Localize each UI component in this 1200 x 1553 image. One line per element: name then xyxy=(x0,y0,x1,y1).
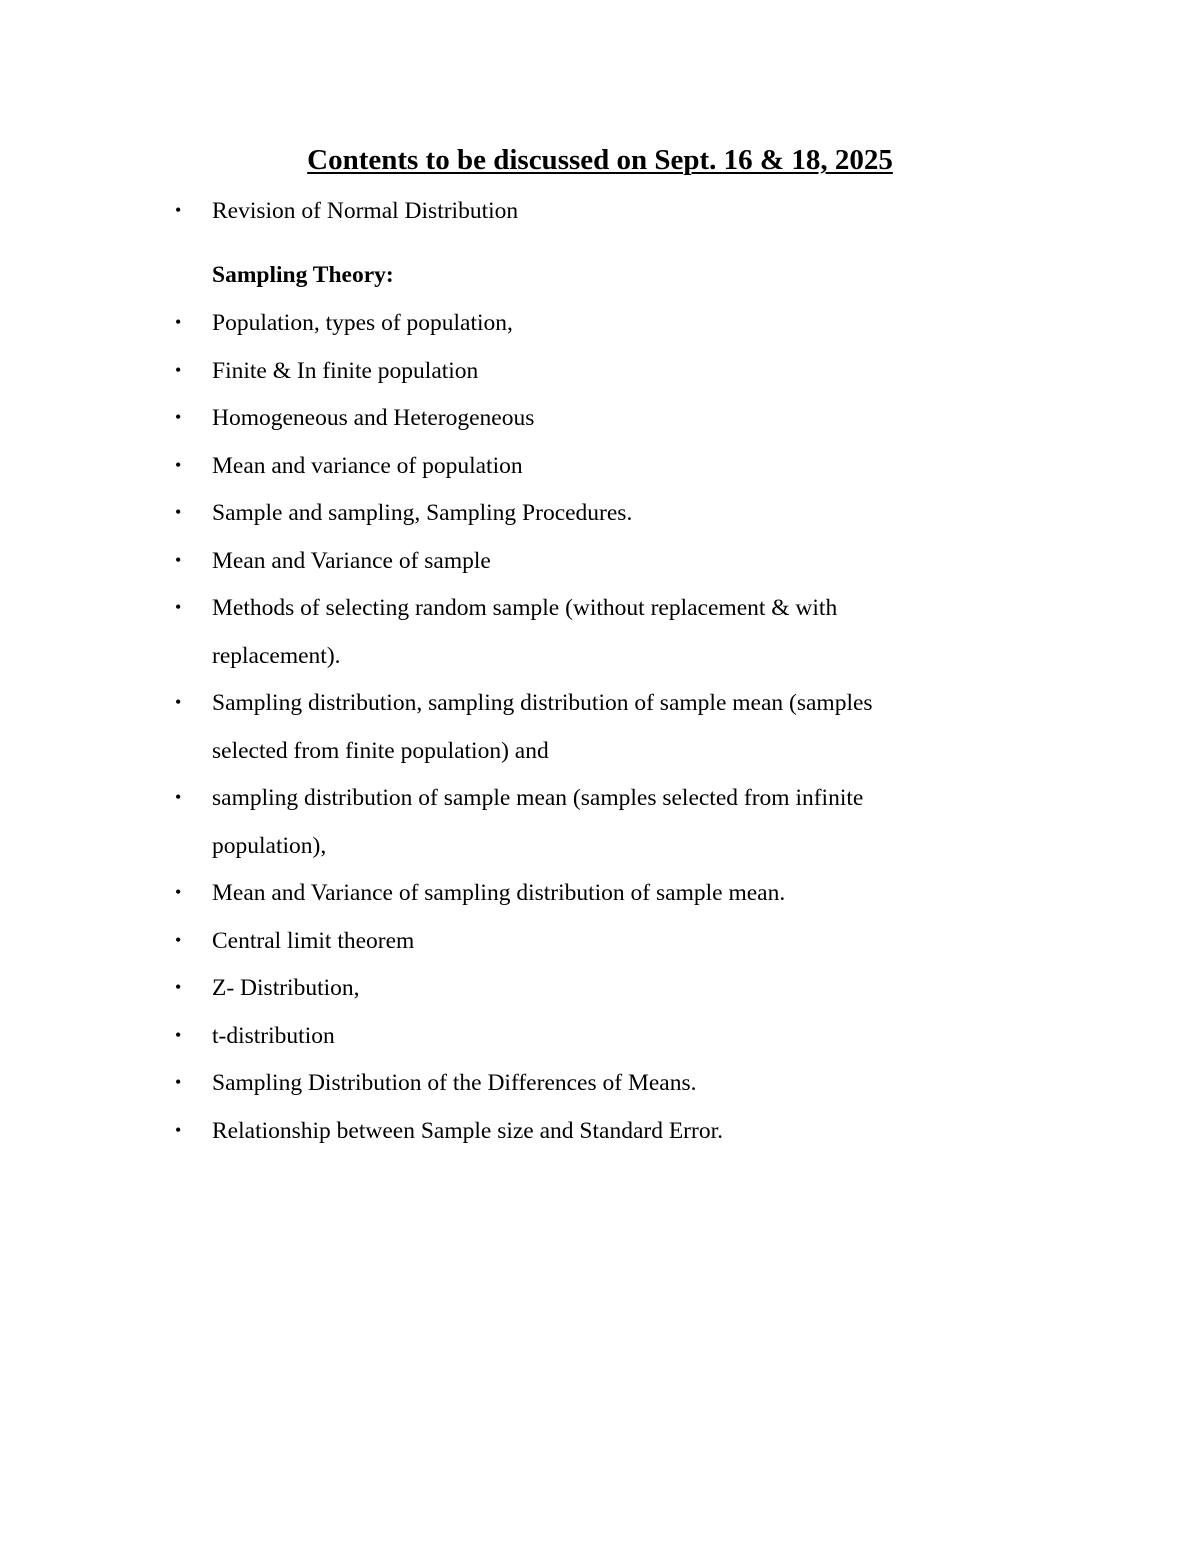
intro-item-text: Revision of Normal Distribution xyxy=(212,198,519,224)
list-item-text: Mean and Variance of sampling distribution of sample mean. xyxy=(212,880,786,906)
bullet-icon: • xyxy=(175,929,182,950)
list-item-text: Mean and variance of population xyxy=(212,452,523,479)
list-item-text: t-distribution xyxy=(212,1022,335,1049)
bullet-icon: • xyxy=(175,1072,182,1092)
list-item-text: Mean and Variance of sample xyxy=(212,547,491,574)
list-item-text: Z- Distribution, xyxy=(212,975,360,1001)
list-item-text: Sample and sampling, Sampling Procedures. xyxy=(212,500,633,526)
bullet-icon: • xyxy=(175,454,182,475)
bullet-icon: • xyxy=(175,312,182,332)
page-title: Contents to be discussed on Sept. 16 & 18, 2025 xyxy=(307,144,893,176)
bullet-icon: • xyxy=(175,200,182,220)
section-heading: Sampling Theory: xyxy=(212,262,394,288)
bullet-icon: • xyxy=(175,407,182,427)
bullet-icon: • xyxy=(175,359,182,380)
bullet-icon: • xyxy=(175,787,182,807)
list-item-text: Sampling Distribution of the Differences of Means. xyxy=(212,1070,697,1096)
list-item-text: Sampling distribution, sampling distribution of sample mean (samples xyxy=(212,690,873,716)
list-item-text: Relationship between Sample size and Standard Error. xyxy=(212,1117,723,1144)
bullet-icon: • xyxy=(175,597,182,617)
list-item-text: selected from finite population) and xyxy=(212,737,549,764)
bullet-icon: • xyxy=(175,1119,182,1140)
bullet-icon: • xyxy=(175,502,182,522)
bullet-icon: • xyxy=(175,882,182,902)
bullet-icon: • xyxy=(175,549,182,570)
bullet-icon: • xyxy=(175,692,182,712)
list-item-text: Methods of selecting random sample (without replacement & with xyxy=(212,595,838,621)
bullet-icon: • xyxy=(175,1024,182,1045)
list-item-text: replacement). xyxy=(212,642,341,669)
bullet-icon: • xyxy=(175,977,182,997)
list-item-text: Central limit theorem xyxy=(212,927,415,954)
list-item-text: Finite & In finite population xyxy=(212,357,479,384)
list-item-text: sampling distribution of sample mean (samples selected from infinite xyxy=(212,785,864,811)
list-item-text: Homogeneous and Heterogeneous xyxy=(212,405,535,431)
list-item-text: population), xyxy=(212,832,327,859)
list-item-text: Population, types of population, xyxy=(212,310,513,336)
